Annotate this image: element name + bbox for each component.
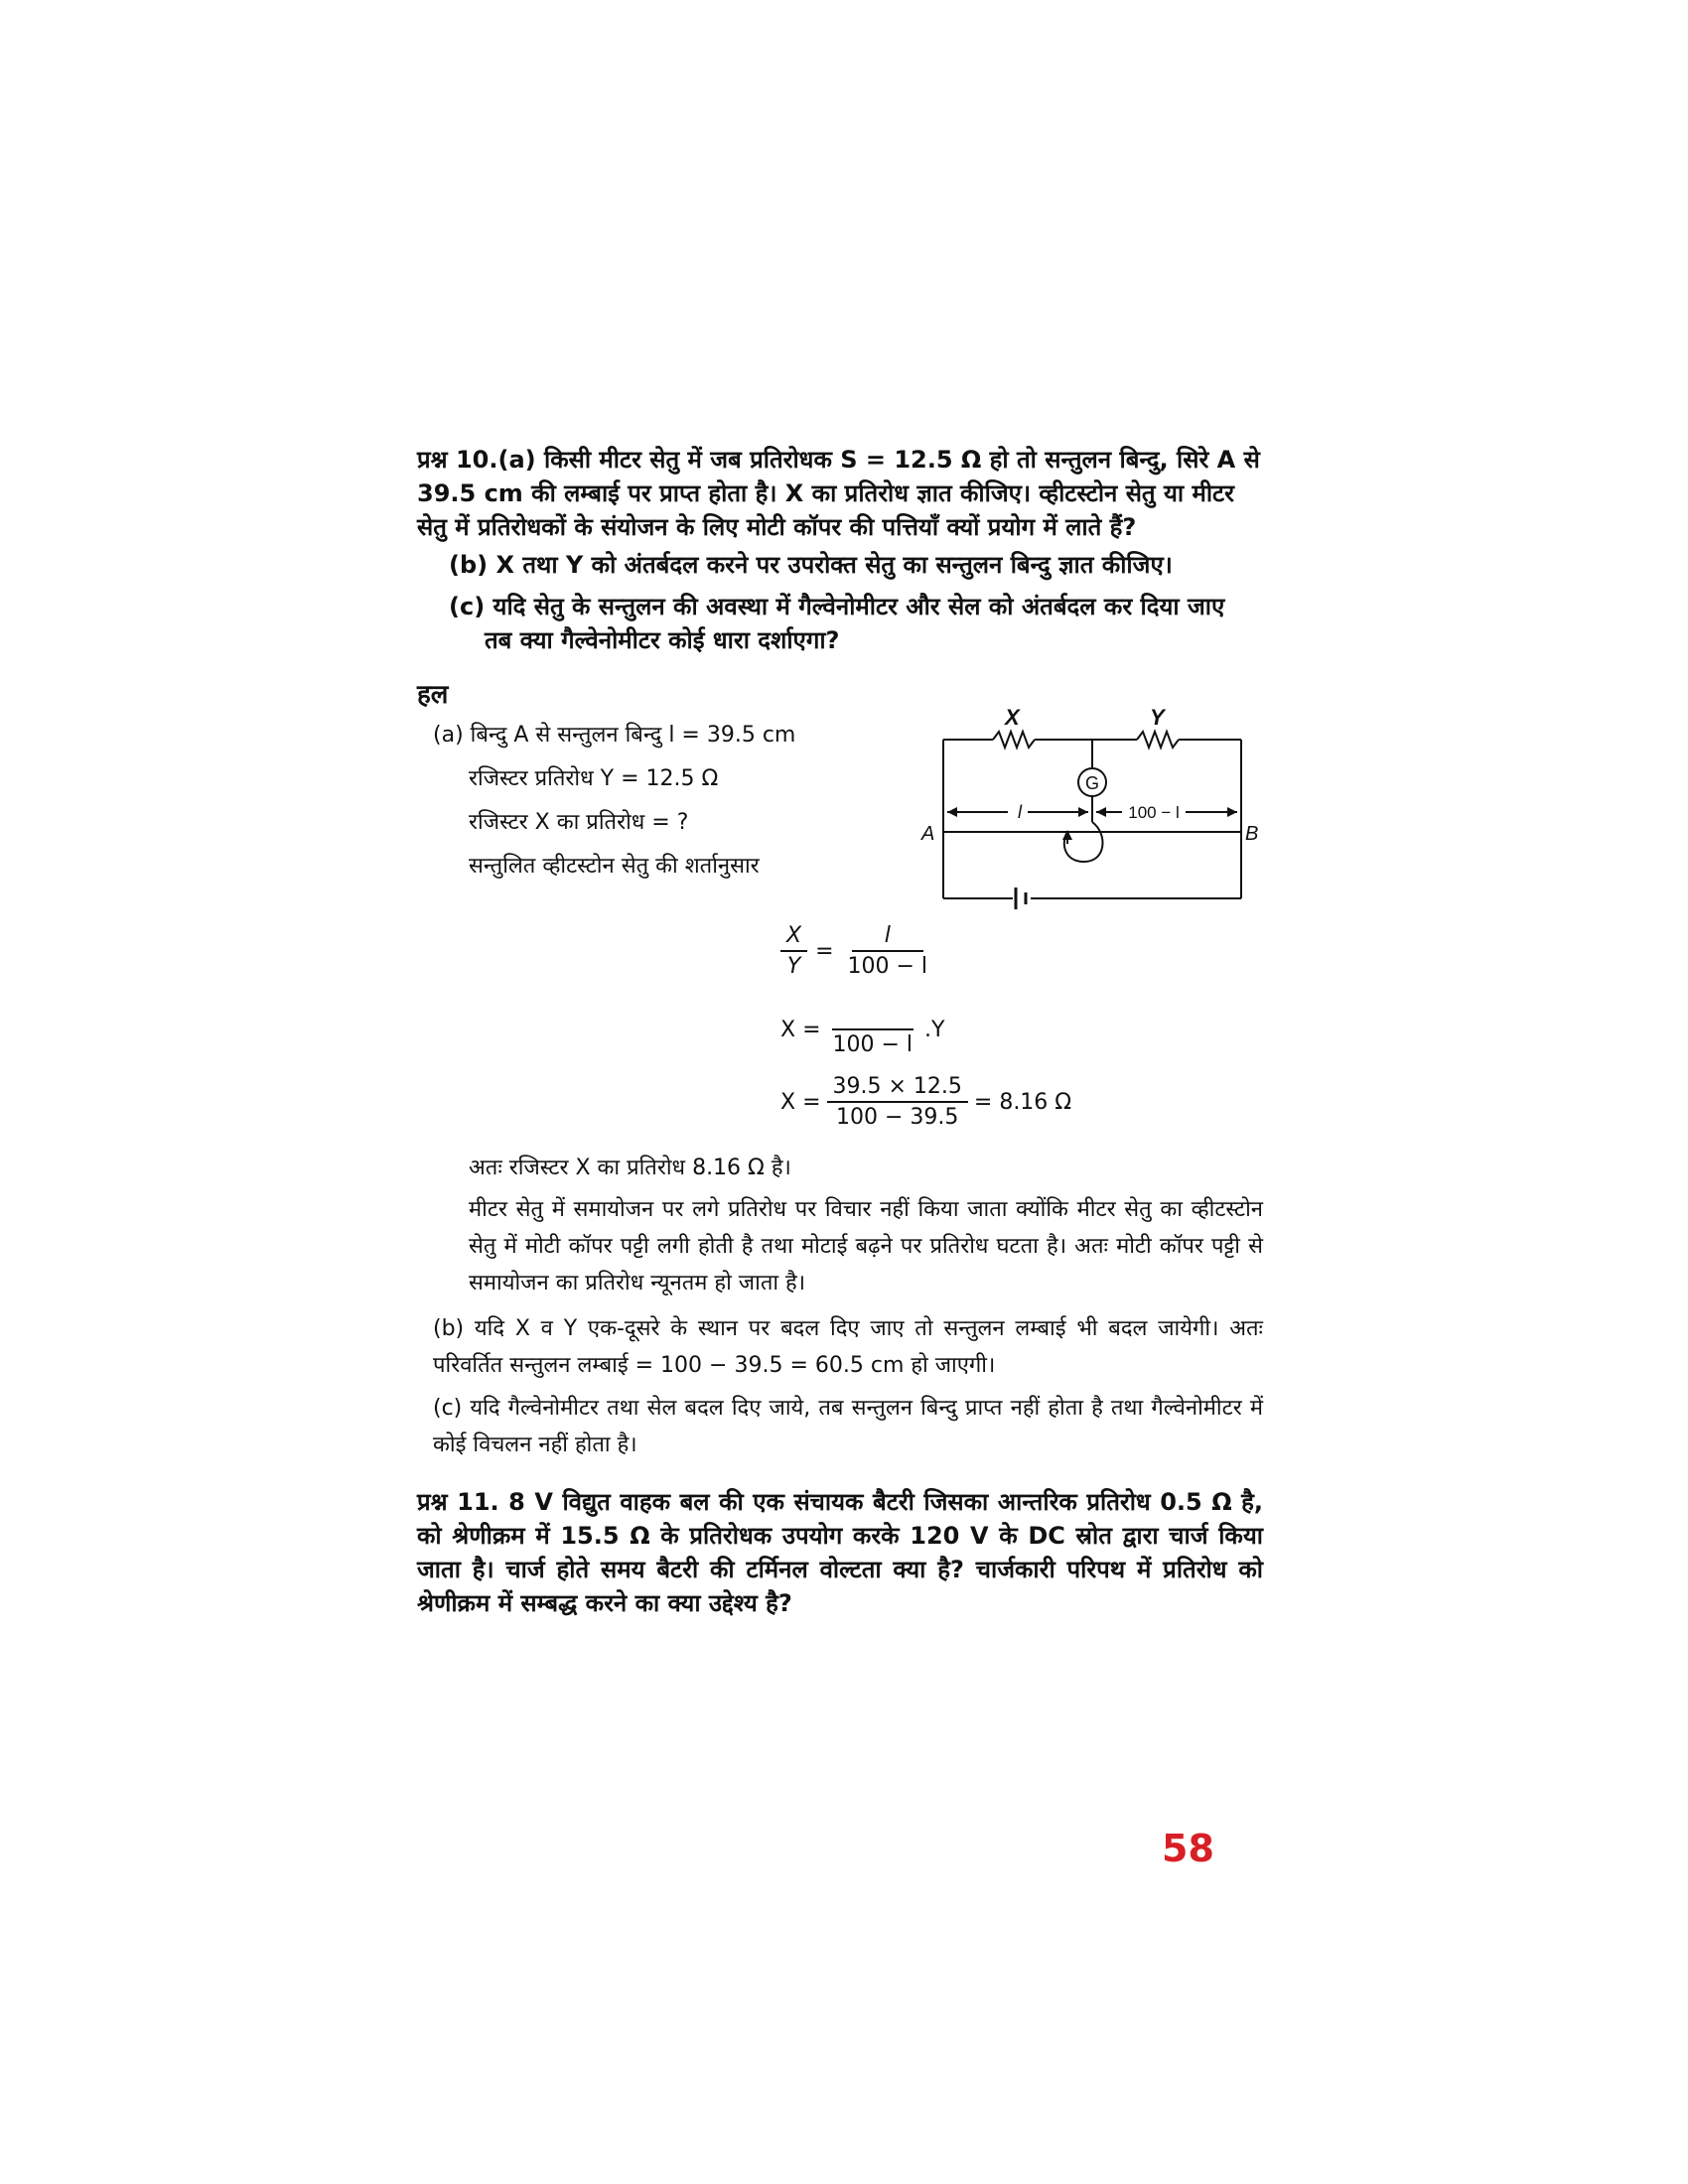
- equation-1: [780, 923, 933, 979]
- equation-3: [780, 1074, 1071, 1130]
- equation-2-lhs: X =: [780, 1018, 821, 1042]
- equation-2: [780, 1003, 944, 1057]
- question-10-part-b-text: (b) X तथा Y को अंतर्बदल करने पर उपरोक्त सेतु का सन्तुलन बिन्दु ज्ञात कीजिए।: [449, 551, 1173, 579]
- label-y: Y: [1150, 705, 1165, 730]
- solution-part-b: (b) यदि X व Y एक-दूसरे के स्थान पर बदल दिए जाए तो सन्तुलन लम्बाई भी बदल जायेगी। अतः परिवर्तित सन्तुलन लम्बाई = 100 − 39.5 = 60.5 cm हो जाएगी।: [433, 1316, 1263, 1378]
- question-11-label: प्रश्न 11.: [417, 1488, 499, 1516]
- label-g: G: [1084, 773, 1100, 793]
- solution-a-line2: रजिस्टर प्रतिरोध Y = 12.5 Ω: [469, 766, 719, 791]
- question-11-text: 8 V विद्युत वाहक बल की एक संचायक बैटरी जिसका आन्तरिक प्रतिरोध 0.5 Ω है, को श्रेणीक्रम में 15.5 Ω के प्रतिरोधक उपयोग करके 120 V के DC स्रोत द्वारा चार्ज किया जाता है। चार्ज होते समय बैटरी की टर्मिनल वोल्टता क्या है? चार्जकारी परिपथ में प्रतिरोध को श्रेणीक्रम में सम्बद्ध करने का क्या उद्देश्य है?: [417, 1488, 1263, 1617]
- solution-a-line3: रजिस्टर X का प्रतिरोध = ?: [469, 810, 689, 835]
- equation-3-fraction: $\frac{39.5 \times 12.5}{100 - 39.5}$: [827, 1074, 968, 1130]
- equation-3-result: = 8.16 Ω: [973, 1089, 1072, 1115]
- equation-2-tail: .Y: [924, 1018, 945, 1042]
- equation-1-rhs: $\frac{l}{100 - l}$: [847, 923, 928, 979]
- question-10-part-b: [449, 548, 1263, 582]
- equation-1-equals: =: [815, 938, 834, 964]
- solution-conclusion: अतः रजिस्टर X का प्रतिरोध 8.16 Ω है।: [469, 1156, 791, 1180]
- label-x: X: [1005, 705, 1020, 730]
- question-10: [417, 443, 1261, 544]
- question-10-part-c: [449, 590, 1273, 657]
- question-10-part-c-line1: (c) यदि सेतु के सन्तुलन की अवस्था में गैल्वेनोमीटर और सेल को अंतर्बदल कर दिया जाए: [449, 593, 1225, 620]
- question-10-part-a: (a) किसी मीटर सेतु में जब प्रतिरोधक S = 12.5 Ω हो तो सन्तुलन बिन्दु, सिरे A से 39.5 cm की लम्बाई पर प्राप्त होता है। X का प्रतिरोध ज्ञात कीजिए। व्हीटस्टोन सेतु या मीटर सेतु में प्रतिरोधकों के संयोजन के लिए मोटी कॉपर की पत्तियाँ क्यों प्रयोग में लाते हैं?: [417, 446, 1260, 541]
- label-100-minus-l: 100 − l: [1128, 803, 1180, 822]
- label-b: B: [1245, 823, 1259, 845]
- solution-a-line1: (a) बिन्दु A से सन्तुलन बिन्दु l = 39.5 cm: [433, 723, 796, 748]
- equation-3-lhs: X =: [780, 1089, 821, 1115]
- label-a: A: [921, 823, 935, 845]
- question-11: [417, 1485, 1263, 1620]
- solution-heading: हल: [417, 680, 449, 710]
- meter-bridge-circuit: [914, 695, 1261, 913]
- resistor-y-icon: [1137, 732, 1179, 748]
- question-10-part-c-line2: तब क्या गैल्वेनोमीटर कोई धारा दर्शाएगा?: [485, 626, 840, 654]
- resistor-x-icon: [993, 732, 1035, 748]
- equation-2-fraction: 100 − l: [827, 1003, 919, 1057]
- solution-a-line4: सन्तुलित व्हीटस्टोन सेतु की शर्तानुसार: [469, 854, 760, 879]
- cell-icon: [1016, 887, 1026, 909]
- page-number: 58: [1162, 1827, 1214, 1870]
- question-10-label: प्रश्न 10.: [417, 446, 498, 474]
- equation-1-lhs: $\frac{X}{Y}$: [780, 923, 807, 979]
- solution-explanation: मीटर सेतु में समायोजन पर लगे प्रतिरोध पर विचार नहीं किया जाता क्योंकि मीटर सेतु का व्हीटस्टोन सेतु में मोटी कॉपर पट्टी लगी होती है तथा मोटाई बढ़ने पर प्रतिरोध घटता है। अतः मोटी कॉपर पट्टी से समायोजन का प्रतिरोध न्यूनतम हो जाता है।: [469, 1197, 1263, 1296]
- label-l: l: [1018, 802, 1022, 822]
- solution-part-c: (c) यदि गैल्वेनोमीटर तथा सेल बदल दिए जाये, तब सन्तुलन बिन्दु प्राप्त नहीं होता है तथा गैल्वेनोमीटर में कोई विचलन नहीं होता है।: [433, 1396, 1263, 1457]
